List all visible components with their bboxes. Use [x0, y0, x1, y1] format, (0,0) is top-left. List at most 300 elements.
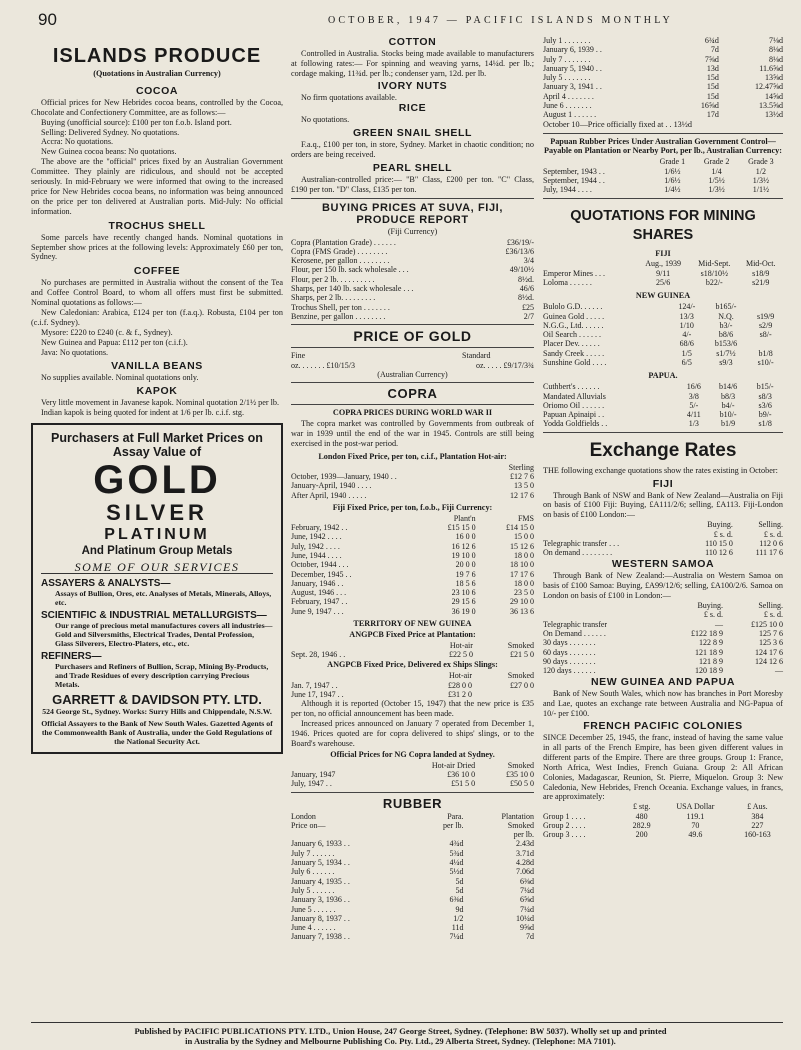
table-cell: 125 3 6 [759, 638, 783, 648]
table-row [543, 419, 783, 428]
col-smoked: Smoked [507, 820, 534, 830]
table-row [543, 358, 783, 367]
table-cell: b10/- [719, 410, 737, 420]
table-cell: July 7 . . . . . . . [543, 54, 591, 64]
cocoa-text: New Guinea cocoa beans: No quotations. [41, 147, 177, 157]
table-cell: 120 days . . . . . . [543, 666, 596, 676]
table-row [291, 303, 534, 312]
table-row [291, 681, 534, 690]
mining-papua-heading: PAPUA. [648, 371, 678, 381]
table-row [291, 523, 534, 532]
new-guinea-papua-text: Bank of New South Wales, which now has branches in Port Moresby and Lae, quotes an exchange rate between Australia and NG-Papua of 10/- per £100. [543, 689, 783, 719]
table-row [291, 247, 534, 256]
ad-gold: GOLD [93, 458, 221, 502]
table-cell: July 5 . . . . . . [291, 885, 335, 895]
angpcb-delivered-table [291, 671, 534, 699]
table-cell: b8/6 [718, 330, 734, 340]
exchange-intro: THE following exchange quotations show the rates existing in October: [543, 465, 778, 475]
table-cell: £51 5 0 [451, 779, 476, 789]
sydney-copra-table [291, 761, 534, 789]
copra-subheading: COPRA PRICES DURING WORLD WAR II [332, 408, 493, 418]
rubber-price-table [291, 812, 534, 942]
divider [291, 324, 534, 325]
table-row [543, 312, 783, 321]
table-cell [472, 690, 534, 699]
sydney-copra-heading: Official Prices for NG Copra landed at Sydney. [330, 749, 495, 759]
new-guinea-papua-heading: NEW GUINEA AND PAPUA [590, 676, 736, 689]
table-cell: 11d [451, 923, 464, 933]
table-cell: 1/6½ [664, 175, 681, 185]
col-units: £ s. d. [703, 610, 724, 620]
table-cell: 15d [706, 73, 719, 83]
table-cell: s2/9 [758, 320, 773, 330]
table-cell: 3/8 [688, 391, 699, 401]
table-cell: February, 1947 . . [291, 597, 348, 607]
copra-text: The copra market was controlled by Governments from outbreak of war in 1939 until the end of the war in 1945. Controls are still being exercised in the post-war period. [291, 419, 534, 448]
table-row [291, 839, 534, 848]
table-cell: 7d [710, 45, 719, 55]
papuan-rubber-table [543, 157, 783, 194]
table-cell: Emperor Mines . . . [543, 268, 605, 278]
gold-fine-value: oz. . . . . . . £10/15/3 [291, 360, 355, 370]
table-row [291, 312, 534, 321]
table-cell: 1/4½ [664, 185, 681, 195]
table-cell: 2/7 [523, 311, 534, 321]
col-hot-air: Hot-air [448, 671, 473, 681]
table-cell: 7⅝d [704, 54, 719, 64]
table-cell: December, 1945 . . [291, 569, 352, 579]
table-cell: 8½d. [518, 293, 534, 303]
table-cell: 112 0 6 [759, 538, 783, 548]
table-row [291, 690, 534, 699]
table-cell: £125 10 0 [751, 619, 783, 629]
col-buying: Buying. [697, 601, 724, 611]
table-cell: 70 [691, 820, 700, 830]
table-cell: 36 13 6 [510, 606, 534, 616]
table-cell: June 6 . . . . . . . [543, 101, 592, 111]
table-cell: January 6, 1933 . . [291, 839, 350, 849]
table-cell: 90 days . . . . . . . [543, 656, 596, 666]
rubber-price-table-continued [543, 36, 783, 120]
ad-address: 524 George St., Sydney. Works: Surry Hills and Chippendale, N.S.W. [42, 706, 272, 716]
table-row [543, 45, 783, 54]
table-cell: Oil Search . . . . . . [543, 330, 601, 340]
col-mid-oct: Mid-Oct. [745, 259, 776, 269]
footer-line-1: Published by PACIFIC PUBLICATIONS PTY. LTD., Union House, 247 George Street, Sydney. (Telephone: BW 5037). Wholly set up and printed [134, 1026, 667, 1036]
table-row [291, 491, 534, 500]
table-cell: 5d [455, 876, 464, 886]
table-row [543, 176, 783, 185]
table-cell: July, 1944 . . . . [543, 185, 592, 195]
currency-note: (Quotations in Australian Currency) [93, 69, 221, 78]
footer-line-2: in Australia by the Sydney and Melbourne Publishing Co. Pty. Ltd., 29 Alberta Street, Sydney. (Telephone: MA 7101). [185, 1036, 616, 1046]
table-cell: Flour, per 150 lb. sack wholesale . . . [291, 265, 409, 275]
table-row [543, 382, 783, 391]
table-cell: 15d [706, 82, 719, 92]
table-cell: b165/- [715, 302, 737, 312]
table-row [543, 36, 783, 45]
table-cell: June 17, 1947 . . [291, 689, 344, 699]
table-row [543, 401, 783, 410]
table-cell: £14 15 0 [506, 523, 534, 533]
table-cell: 16 12 6 [451, 541, 476, 551]
col-usa-dollar: USA Dollar [676, 802, 715, 812]
table-cell: 1/3½ [708, 185, 725, 195]
table-cell: s1/8 [758, 419, 772, 429]
table-cell: b1/9 [720, 419, 736, 429]
ad-refiners-text: Purchasers and Refiners of Bullion, Scrap, Mining By-Products, and Trade Residues of every description carrying Precious Metals. [55, 661, 269, 689]
table-cell: 68/6 [679, 339, 694, 349]
table-cell: January 5, 1940 . . [543, 63, 602, 73]
table-cell: On Demand . . . . . . [543, 628, 606, 638]
table-cell: 1/2 [755, 166, 766, 176]
table-cell: b8/3 [720, 391, 736, 401]
rubber-fixed-price: October 10—Price officially fixed at . . 13½d [543, 119, 693, 129]
table-row [291, 588, 534, 597]
table-cell: 29 15 6 [451, 597, 476, 607]
table-cell: 1/10 [679, 320, 694, 330]
table-cell: — [775, 666, 783, 676]
vanilla-heading: VANILLA BEANS [111, 360, 203, 373]
table-cell: 16 0 0 [455, 532, 476, 542]
table-cell: 19 10 0 [451, 550, 476, 560]
table-row [291, 481, 534, 490]
coffee-text: Mysore: £220 to £240 (c. & f., Sydney). [41, 327, 173, 337]
table-row [291, 849, 534, 858]
table-cell: 1/2 [453, 913, 464, 923]
table-row [291, 256, 534, 265]
table-row [543, 821, 783, 830]
table-row [291, 284, 534, 293]
exchange-fiji-heading: FIJI [652, 477, 674, 490]
table-cell: 124 12 6 [755, 656, 783, 666]
table-row [291, 551, 534, 560]
table-cell: July 5 . . . . . . . [543, 73, 591, 83]
table-cell: 110 12 6 [705, 548, 733, 558]
table-cell: 160-163 [744, 830, 771, 840]
table-cell: 4/- [682, 330, 692, 340]
snail-text: F.a.q., £100 per ton, in store, Sydney. Market in chaotic condition; no orders are being received. [291, 140, 534, 160]
col-sterling: £ stg. [633, 802, 651, 812]
table-cell: £122 18 9 [691, 628, 724, 638]
table-cell: 13½d [765, 110, 783, 120]
col-hot-air: Hot-air [449, 640, 473, 650]
col-selling: Selling. [758, 601, 783, 611]
divider [543, 133, 783, 134]
table-row [291, 238, 534, 247]
table-cell: 121 8 9 [699, 656, 724, 666]
table-cell: £21 5 0 [510, 650, 534, 660]
table-cell: August 1 . . . . . . [543, 110, 597, 120]
table-row [543, 110, 783, 119]
ad-platinum: PLATINUM [104, 526, 210, 543]
table-cell: 120 18 9 [695, 666, 724, 676]
table-cell: 16⅝d [700, 101, 719, 111]
table-cell: 9d [455, 904, 464, 914]
table-row [543, 657, 783, 666]
col-smoked: Smoked [507, 760, 534, 770]
table-row [291, 579, 534, 588]
table-cell: 282.9 [632, 820, 651, 830]
trochus-text: Some parcels have recently changed hands. Nominal quotations in September show prices at the following levels: Approximately £60 per ton, Sydney. [31, 232, 283, 262]
col-unit: per lb. [443, 820, 464, 830]
gold-standard-value: oz. . . . . £9/17/3¾ [476, 360, 534, 370]
table-cell: January, 1947 [291, 769, 336, 779]
table-cell: August, 1946 . . . [291, 588, 347, 598]
ad-official-assayers: Official Assayers to the Bank of New South Wales. Gazetted Agents of the Commonwealth Bank of Australia, under the Gold Regulations of the National Security Act. [41, 718, 273, 746]
table-row [291, 650, 534, 659]
trochus-heading: TROCHUS SHELL [108, 219, 206, 232]
table-cell: Group 2 . . . . [543, 820, 586, 830]
suva-price-table [291, 238, 534, 322]
page-header [0, 0, 801, 32]
table-cell: 13⅝d [765, 73, 783, 83]
table-cell: 7¼d [520, 904, 534, 914]
table-cell: Sunshine Gold . . . . [543, 358, 607, 368]
table-row [543, 73, 783, 82]
rice-text: No quotations. [301, 115, 350, 125]
table-row [543, 629, 783, 638]
gold-standard-label: Standard [462, 351, 491, 361]
table-cell: After April, 1940 . . . . . [291, 490, 367, 500]
cotton-heading: COTTON [388, 36, 437, 48]
table-row [291, 532, 534, 541]
table-cell: 8⅛d [769, 45, 783, 55]
table-cell: 14⅝d [765, 91, 783, 101]
table-cell: b14/6 [718, 382, 738, 392]
table-cell: 15 0 0 [514, 532, 534, 542]
table-cell: Loloma . . . . . . [543, 278, 592, 288]
table-cell: 1/3 [688, 419, 699, 429]
publisher-footer [0, 1026, 801, 1046]
table-row [291, 293, 534, 302]
table-cell: 122 8 9 [699, 638, 724, 648]
table-cell: s18/9 [752, 268, 770, 278]
table-cell: 8⅛d [769, 54, 783, 64]
table-cell: 6⅜d [449, 895, 464, 905]
col-mid-sept: Mid-Sept. [698, 259, 731, 269]
gold-price-table [291, 351, 534, 379]
ad-assayers-text: Assays of Bullion, Ores, etc. Analyses of Metals, Minerals, Alloys, etc. [55, 588, 272, 607]
journal-title: OCTOBER, 1947 — PACIFIC ISLANDS MONTHLY [328, 15, 673, 26]
garrett-davidson-advertisement [31, 423, 283, 754]
fiji-price-table [291, 514, 534, 616]
table-row [543, 539, 783, 548]
col-selling: Selling. [758, 520, 783, 530]
table-cell: Sandy Creek . . . . . [543, 348, 605, 358]
table-cell: 5¾d [449, 848, 464, 858]
fiji-col-fms: FMS [517, 513, 534, 523]
table-cell: 12.47⅝d [755, 82, 783, 92]
table-cell: September, 1943 . . [543, 166, 605, 176]
rice-heading: RICE [398, 102, 427, 115]
table-cell: 23 5 0 [514, 588, 534, 598]
table-row [291, 858, 534, 867]
table-cell: Trochus Shell, per ton . . . . . . . [291, 302, 390, 312]
footer-rule [31, 1022, 783, 1023]
table-cell: 9/11 [656, 268, 671, 278]
column-3 [543, 36, 783, 840]
suva-currency: (Fiji Currency) [387, 226, 438, 236]
western-samoa-text: Through Bank of New Zealand:—Australia on Western Samoa on basis of £100 Samoa: Buying, £A99/12/6; selling, £A100/2/6. Samoa on London on basis of £100 in London:— [543, 571, 783, 601]
table-cell [748, 339, 783, 348]
fiji-col-plantation: Plant'n [453, 513, 476, 523]
table-cell: 6¾d [704, 36, 719, 45]
french-colonies-heading: FRENCH PACIFIC COLONIES [583, 720, 743, 733]
ad-platinum-group: And Platinum Group Metals [81, 545, 233, 557]
table-cell: — [715, 619, 724, 629]
col-units: £ s. d. [763, 529, 783, 539]
gold-price-heading: PRICE OF GOLD [353, 328, 472, 345]
table-cell: b1/8 [758, 348, 773, 358]
ivory-heading: IVORY NUTS [377, 79, 448, 92]
rubber-heading: RUBBER [382, 795, 443, 811]
table-cell: s18/10½ [700, 268, 728, 278]
table-row [543, 269, 783, 278]
table-cell: Cuthbert's . . . . . . [543, 382, 600, 392]
table-cell: £50 5 0 [510, 779, 534, 789]
table-cell: January 7, 1938 . . [291, 932, 350, 942]
western-samoa-heading: WESTERN SAMOA [611, 558, 715, 571]
table-cell: Oriomo Oil . . . . . . [543, 400, 605, 410]
table-cell: 6⅜d [520, 876, 534, 886]
ad-metallurgists-heading: SCIENTIFIC & INDUSTRIAL METALLURGISTS— [41, 609, 267, 621]
kapok-heading: KAPOK [136, 385, 178, 398]
table-row [291, 877, 534, 886]
col-grade-2: Grade 2 [703, 157, 730, 167]
col-para: Para. [447, 811, 464, 821]
table-cell: 480 [635, 811, 648, 821]
london-col-header: Sterling [508, 462, 534, 472]
suva-heading: BUYING PRICES AT SUVA, FIJI, PRODUCE REPORT [321, 201, 503, 226]
table-cell: 7¼d [449, 932, 464, 942]
table-cell: 12 17 6 [510, 490, 534, 500]
table-cell: 200 [635, 830, 648, 840]
table-cell: July, 1947 . . [291, 779, 332, 789]
col-hot-air-dried: Hot-air Dried [431, 760, 476, 770]
table-cell: 17d [706, 110, 719, 120]
table-cell: b4/- [721, 400, 735, 410]
table-row [291, 779, 534, 788]
col-aug-1939: Aug., 1939 [645, 259, 682, 269]
table-row [291, 886, 534, 895]
table-cell: Telegraphic transfer [543, 619, 608, 629]
table-cell: 7¼d [520, 885, 534, 895]
ad-assayers-heading: ASSAYERS & ANALYSTS— [41, 577, 171, 589]
table-cell: £36 10 0 [447, 769, 476, 779]
coffee-heading: COFFEE [133, 265, 181, 278]
table-row [543, 185, 783, 194]
cocoa-text: Official prices for New Hebrides cocoa beans, controlled by the Cocoa, Chocolate and Confectionery Committee, are as follows:— [31, 97, 283, 117]
table-cell: 124 17 6 [755, 647, 783, 657]
divider [291, 347, 534, 348]
table-cell: January 5, 1934 . . [291, 858, 350, 868]
table-cell: 8½d. [518, 274, 534, 284]
table-cell: July, 1942 . . . . [291, 541, 340, 551]
table-cell: 60 days . . . . . . . [543, 647, 596, 657]
table-cell: 4¾d [449, 839, 464, 849]
table-cell: 110 15 0 [705, 538, 733, 548]
table-cell: Placer Dev. . . . . . [543, 339, 600, 349]
table-cell: January 3, 1941 . . [543, 82, 602, 92]
table-cell: s1/7½ [716, 348, 736, 358]
table-row [543, 321, 783, 330]
ad-silver: SILVER [106, 500, 208, 525]
table-cell: 5/- [689, 400, 699, 410]
table-cell: January, 1946 . . [291, 578, 344, 588]
table-cell: £36/19/- [506, 237, 534, 247]
table-cell: 30 days . . . . . . . [543, 638, 596, 648]
col-smoked: Smoked [507, 671, 534, 681]
table-cell: b153/6 [714, 339, 738, 349]
kapok-text: Very little movement in Javanese kapok. Nominal quotation 2/1½ per lb. [41, 398, 280, 408]
cocoa-heading: COCOA [135, 84, 179, 97]
table-row [291, 472, 534, 481]
table-cell: 3.71d [516, 848, 534, 858]
table-cell: s9/3 [719, 358, 733, 368]
table-cell: 121 18 9 [695, 647, 724, 657]
table-cell: £28 0 0 [448, 680, 473, 690]
table-cell: June 9, 1947 . . . [291, 606, 344, 616]
table-cell: 1/4 [711, 166, 722, 176]
table-cell: Benzine, per gallon . . . . . . . . [291, 311, 386, 321]
table-cell: £15 15 0 [447, 523, 476, 533]
table-cell: 13 5 0 [514, 481, 534, 491]
column-2 [291, 36, 534, 942]
table-row [291, 914, 534, 923]
col-units: £ s. d. [763, 610, 783, 620]
mining-fiji-heading: FIJI [655, 248, 671, 258]
table-row [543, 620, 783, 629]
table-cell: Papuan Apinaipi . . [543, 410, 605, 420]
table-row [291, 905, 534, 914]
mining-shares-heading: QUOTATIONS FOR MINING SHARES [570, 207, 756, 243]
papuan-rubber-heading: Papuan Rubber Prices Under Australian Government Control—Payable on Plantation or Nearby Port, per lb., Australian Currency: [544, 136, 782, 156]
table-cell: 124/- [678, 302, 696, 312]
table-cell: Copra (Plantation Grade) . . . . . . [291, 237, 396, 247]
table-cell [748, 302, 783, 311]
ad-services-heading: SOME OF OUR SERVICES [41, 563, 273, 574]
table-cell: 1/5½ [708, 175, 725, 185]
table-cell: 6⅝d [520, 895, 534, 905]
table-cell: 18 5 6 [455, 578, 476, 588]
table-cell: 18 10 0 [510, 560, 534, 570]
table-cell: 25/6 [656, 278, 671, 288]
col-smoked: Smoked [507, 640, 534, 650]
table-cell: 1/5 [681, 348, 692, 358]
exchange-fiji-table [543, 520, 783, 557]
ad-refiners-heading: REFINERS— [41, 650, 102, 662]
table-row [291, 542, 534, 551]
western-samoa-table [543, 601, 783, 675]
snail-heading: GREEN SNAIL SHELL [352, 127, 473, 140]
table-row [543, 410, 783, 419]
pearl-text: Australian-controlled price:— "B" Class, £200 per ton. "C" Class, £190 per ton. "D" Class, £135 per ton. [291, 174, 534, 194]
table-cell: January 6, 1939 . . [543, 45, 602, 55]
table-row [291, 597, 534, 606]
table-cell: £35 10 0 [506, 769, 534, 779]
table-cell: 11.6⅝d [759, 63, 783, 73]
table-cell: b22/- [705, 278, 723, 288]
table-cell: June 4 . . . . . . [291, 923, 336, 933]
table-row [291, 265, 534, 274]
page-number: 90 [38, 10, 57, 29]
vanilla-text: No supplies available. Nominal quotations only. [41, 373, 199, 383]
table-cell: July 1 . . . . . . . [543, 36, 591, 45]
table-row [543, 167, 783, 176]
table-cell: Jan. 7, 1947 . . [291, 680, 338, 690]
table-row [543, 830, 783, 839]
